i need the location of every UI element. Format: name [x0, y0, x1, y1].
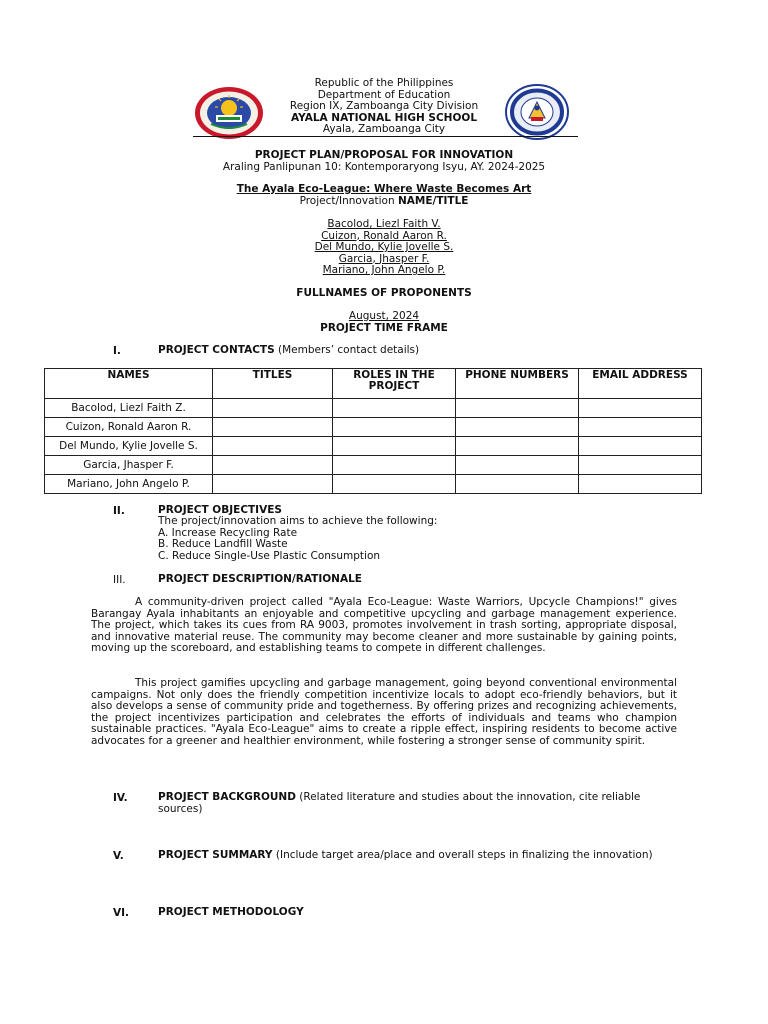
project-name-block [0, 184, 768, 207]
contacts-table [44, 368, 702, 494]
table-cell [579, 437, 702, 456]
objective-item: B. Reduce Landfill Waste [158, 538, 288, 550]
table-cell-name: Garcia, Jhasper F. [45, 456, 213, 475]
proponent-name: Del Mundo, Kylie Jovelle S. [314, 241, 454, 253]
plan-title: PROJECT PLAN/PROPOSAL FOR INNOVATION [254, 149, 514, 161]
table-row [45, 475, 702, 494]
table-cell-name: Mariano, John Angelo P. [45, 475, 213, 494]
letterhead [0, 78, 768, 136]
table-row [45, 399, 702, 418]
table-cell [213, 399, 333, 418]
table-cell [213, 475, 333, 494]
table-header: TITLES [213, 369, 333, 399]
objectives-intro: The project/innovation aims to achieve the following: [158, 515, 438, 527]
table-cell-name: Cuizon, Ronald Aaron R. [45, 418, 213, 437]
table-cell [456, 475, 579, 494]
section-4-number: IV. [113, 792, 128, 804]
header-republic: Republic of the Philippines [314, 77, 454, 89]
proponent-name: Garcia, Jhasper F. [338, 252, 430, 265]
table-header: EMAIL ADDRESS [579, 369, 702, 399]
time-frame-caption: PROJECT TIME FRAME [320, 321, 448, 334]
section-1-heading [158, 345, 678, 357]
proponents-list [0, 219, 768, 277]
header-divider [193, 136, 578, 137]
header-region: Region IX, Zamboanga City Division [289, 100, 479, 112]
table-cell [456, 456, 579, 475]
section-2-number: II. [113, 505, 125, 517]
subject-line: Araling Panlipunan 10: Kontemporaryong Isyu, AY. 2024-2025 [222, 160, 546, 173]
section-6-title: PROJECT METHODOLOGY [158, 906, 304, 918]
table-cell [579, 475, 702, 494]
caption-bold: NAME/TITLE [397, 194, 469, 207]
section-3-title: PROJECT DESCRIPTION/RATIONALE [158, 573, 362, 585]
caption-prefix: Project/Innovation [299, 194, 398, 207]
time-frame-block [0, 311, 768, 334]
table-cell [579, 399, 702, 418]
table-header-row [45, 369, 702, 399]
table-cell [456, 418, 579, 437]
table-cell [579, 418, 702, 437]
proponents-caption: FULLNAMES OF PROPONENTS [296, 287, 472, 299]
objectives-list [158, 516, 437, 562]
project-name: The Ayala Eco-League: Where Waste Becomes Art [236, 183, 532, 195]
section-2-title: PROJECT OBJECTIVES [158, 504, 282, 516]
proponent-name: Bacolod, Liezl Faith V. [327, 218, 441, 230]
header-department: Department of Education [317, 88, 451, 101]
table-cell [579, 456, 702, 475]
table-cell [456, 437, 579, 456]
rationale-paragraph-2: This project gamifies upcycling and garbage management, going beyond conventional environmental campaigns. Not only does the friendly competition incentivize locals to adopt eco-friendly behaviors, but it also develops a sense of community pride and togetherness. By offering prizes and recognizing achievements, the project incentivizes participation and celebrates the efforts of individuals and teams who champion sustainable practices. "Ayala Eco-League" aims to create a ripple effect, inspiring residents to become active advocates for a greener and healthier environment, while fostering a stronger sense of community spirit. [91, 677, 677, 747]
section-5-number: V. [113, 850, 124, 862]
section-5-note: (Include target area/place and overall steps in finalizing the innovation) [272, 849, 653, 861]
section-4-title: PROJECT BACKGROUND [158, 791, 296, 803]
title-block [0, 150, 768, 173]
table-cell [456, 399, 579, 418]
section-3-number: III. [113, 574, 126, 586]
proponent-name: Cuizon, Ronald Aaron R. [321, 229, 447, 242]
table-row [45, 437, 702, 456]
proponent-name: Mariano, John Angelo P. [322, 264, 446, 276]
section-5-title: PROJECT SUMMARY [158, 849, 273, 861]
section-1-title: PROJECT CONTACTS [158, 344, 275, 356]
section-5-heading [158, 850, 678, 862]
table-cell [213, 418, 333, 437]
project-name-caption [0, 196, 768, 208]
table-cell-name: Del Mundo, Kylie Jovelle S. [45, 437, 213, 456]
table-cell [333, 437, 456, 456]
header-address: Ayala, Zamboanga City [322, 123, 446, 135]
section-6-number: VI. [113, 907, 130, 919]
table-header: ROLES IN THE PROJECT [333, 369, 456, 399]
table-cell [213, 456, 333, 475]
table-cell [213, 437, 333, 456]
rationale-paragraph-1: A community-driven project called "Ayala Eco-League: Waste Warriors, Upcycle Champions!" gives Barangay Ayala inhabitants an enjoyable and competitive upcycling and garbage management experience. The project, which takes its cues from RA 9003, promotes involvement in trash sorting, appropriate disposal, and innovative material reuse. The community may become cleaner and more sustainable by gaining points, moving up the scoreboard, and establishing teams to compete in different challenges. [91, 596, 677, 655]
section-1-note: (Members’ contact details) [274, 344, 420, 356]
table-row [45, 456, 702, 475]
table-cell-name: Bacolod, Liezl Faith Z. [45, 399, 213, 418]
table-header: NAMES [45, 369, 213, 399]
objective-item: C. Reduce Single-Use Plastic Consumption [158, 549, 381, 562]
section-4-note: (Related literature and studies about the innovation, cite reliable sources) [158, 791, 641, 815]
project-date: August, 2024 [348, 310, 420, 322]
table-cell [333, 418, 456, 437]
objective-item: A. Increase Recycling Rate [158, 526, 298, 539]
table-cell [333, 399, 456, 418]
table-row [45, 418, 702, 437]
table-cell [333, 475, 456, 494]
section-1-number: I. [113, 345, 121, 357]
section-4-heading [158, 792, 678, 815]
table-cell [333, 456, 456, 475]
header-school-name: AYALA NATIONAL HIGH SCHOOL [290, 111, 478, 124]
table-header: PHONE NUMBERS [456, 369, 579, 399]
